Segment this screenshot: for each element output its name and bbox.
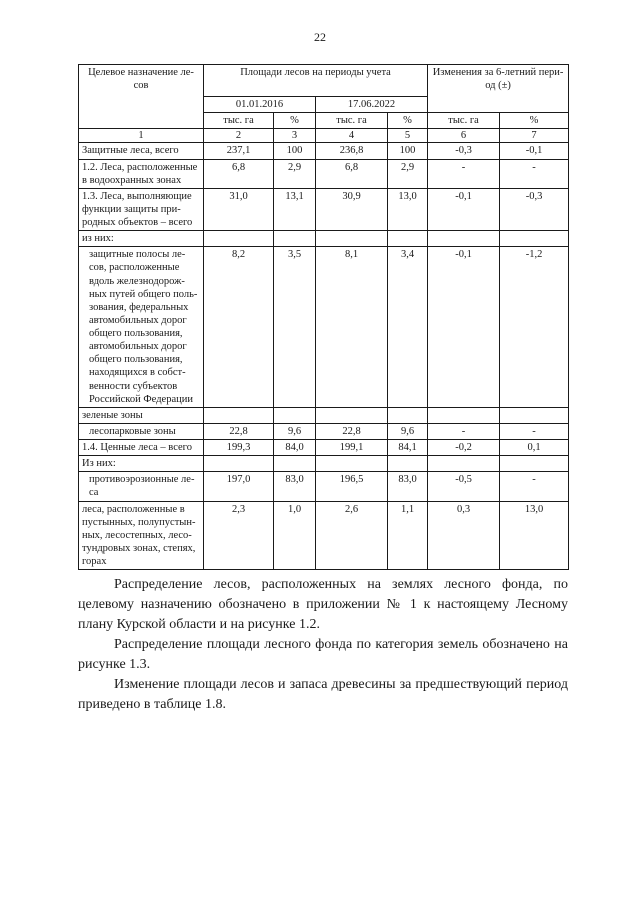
table-cell	[428, 407, 500, 423]
column-index: 3	[274, 129, 316, 143]
table-row	[79, 456, 569, 472]
table-cell: 9,6	[388, 423, 428, 439]
table-cell	[204, 456, 274, 472]
table-row	[79, 143, 569, 159]
table-cell: 2,3	[204, 501, 274, 570]
table-row	[79, 407, 569, 423]
paragraph: Распределение лесов, расположенных на землях лесного фонда, по целевому назначению обозначено в приложении № 1 к настоящему Лесному плану Курской области и на рисунке 1.2.	[78, 577, 568, 632]
table-cell	[316, 407, 388, 423]
table-cell: 8,1	[316, 247, 388, 408]
header-unit-pct: %	[500, 113, 569, 129]
table-cell: 22,8	[316, 423, 388, 439]
table-row	[79, 501, 569, 570]
column-index: 6	[428, 129, 500, 143]
row-label: зеленые зоны	[79, 407, 204, 423]
table-row	[79, 188, 569, 230]
table-cell: -0,3	[500, 188, 569, 230]
table-cell: 8,2	[204, 247, 274, 408]
table-cell: 22,8	[204, 423, 274, 439]
table-cell: 1,1	[388, 501, 428, 570]
column-index: 7	[500, 129, 569, 143]
table-cell: 2,9	[388, 159, 428, 188]
table-cell	[388, 231, 428, 247]
header-areas: Площади лесов на периоды учета	[204, 65, 428, 97]
table-cell	[316, 456, 388, 472]
table-cell: -	[500, 159, 569, 188]
column-index: 2	[204, 129, 274, 143]
table-cell: -	[428, 423, 500, 439]
table-cell: 197,0	[204, 472, 274, 501]
table-cell	[274, 456, 316, 472]
forest-purpose-table	[78, 64, 569, 570]
table-row	[79, 159, 569, 188]
table-cell	[274, 407, 316, 423]
table-cell: 0,1	[500, 440, 569, 456]
table-row	[79, 247, 569, 408]
table-cell: 2,6	[316, 501, 388, 570]
column-index-row	[79, 129, 569, 143]
table-cell	[500, 231, 569, 247]
row-label: леса, расположенные в пустынных, полупустын-ных, лесостепных, лесо-тундровых зонах, степях, горах	[79, 501, 204, 570]
table-cell	[500, 407, 569, 423]
row-label: защитные полосы ле-сов, расположенные вдоль железнодорож-ных путей общего поль-зования, федеральных автомобильных дорог общего пользования, автомобильных дорог общего пользования, находящихся в собст-венности субъектов Российской Федерации	[79, 247, 204, 408]
table-cell: 100	[388, 143, 428, 159]
table-cell	[500, 456, 569, 472]
table-cell: 1,0	[274, 501, 316, 570]
table-cell: 2,9	[274, 159, 316, 188]
table-cell: 13,0	[500, 501, 569, 570]
column-index: 5	[388, 129, 428, 143]
table-cell: 196,5	[316, 472, 388, 501]
table-cell: 3,5	[274, 247, 316, 408]
header-unit-area: тыс. га	[204, 113, 274, 129]
table-cell: -0,1	[428, 247, 500, 408]
table-cell: -0,1	[428, 188, 500, 230]
row-label: Из них:	[79, 456, 204, 472]
table-cell	[204, 231, 274, 247]
table-cell: 9,6	[274, 423, 316, 439]
table-cell: -1,2	[500, 247, 569, 408]
table-row	[79, 472, 569, 501]
header-unit-pct: %	[274, 113, 316, 129]
table-cell	[316, 231, 388, 247]
table-cell: 0,3	[428, 501, 500, 570]
table-row	[79, 231, 569, 247]
table-cell: 199,1	[316, 440, 388, 456]
table-cell: -0,5	[428, 472, 500, 501]
table-cell: -	[500, 472, 569, 501]
table-cell: -0,2	[428, 440, 500, 456]
table-cell: -	[428, 159, 500, 188]
table-cell: 84,0	[274, 440, 316, 456]
table-cell: 3,4	[388, 247, 428, 408]
table-cell: 199,3	[204, 440, 274, 456]
header-unit-area: тыс. га	[316, 113, 388, 129]
table-row	[79, 423, 569, 439]
column-index: 4	[316, 129, 388, 143]
table-cell	[388, 407, 428, 423]
table-cell: 30,9	[316, 188, 388, 230]
row-label: из них:	[79, 231, 204, 247]
paragraph: Изменение площади лесов и запаса древесины за предшествующий период приведено в таблице 1.8.	[78, 677, 568, 712]
header-unit-pct: %	[388, 113, 428, 129]
paragraph: Распределение площади лесного фонда по категория земель обозначено на рисунке 1.3.	[78, 637, 568, 672]
table-cell	[388, 456, 428, 472]
table-cell	[204, 407, 274, 423]
table-cell	[428, 456, 500, 472]
table-cell: -	[500, 423, 569, 439]
row-label: 1.2. Леса, расположенные в водоохранных зонах	[79, 159, 204, 188]
table-cell	[428, 231, 500, 247]
table-cell: 83,0	[274, 472, 316, 501]
table-cell: 6,8	[204, 159, 274, 188]
table-cell	[274, 231, 316, 247]
header-unit-area: тыс. га	[428, 113, 500, 129]
table-cell: -0,1	[500, 143, 569, 159]
header-purpose: Целевое назначение ле-сов	[79, 65, 204, 129]
column-index: 1	[79, 129, 204, 143]
table-row	[79, 440, 569, 456]
table-cell: -0,3	[428, 143, 500, 159]
header-change: Изменения за 6-летний пери-од (±)	[428, 65, 569, 113]
row-label: лесопарковые зоны	[79, 423, 204, 439]
header-date-2022: 17.06.2022	[316, 97, 428, 113]
table-cell: 237,1	[204, 143, 274, 159]
body-text	[78, 575, 568, 715]
table-cell: 13,0	[388, 188, 428, 230]
row-label: 1.4. Ценные леса – всего	[79, 440, 204, 456]
table-cell: 236,8	[316, 143, 388, 159]
header-date-2016: 01.01.2016	[204, 97, 316, 113]
row-label: 1.3. Леса, выполняющие функции защиты при-родных объектов – всего	[79, 188, 204, 230]
table-cell: 83,0	[388, 472, 428, 501]
table-cell: 6,8	[316, 159, 388, 188]
table-cell: 100	[274, 143, 316, 159]
page-number: 22	[314, 30, 326, 44]
table-cell: 13,1	[274, 188, 316, 230]
row-label: противоэрозионные ле-са	[79, 472, 204, 501]
table-cell: 31,0	[204, 188, 274, 230]
row-label: Защитные леса, всего	[79, 143, 204, 159]
table-cell: 84,1	[388, 440, 428, 456]
